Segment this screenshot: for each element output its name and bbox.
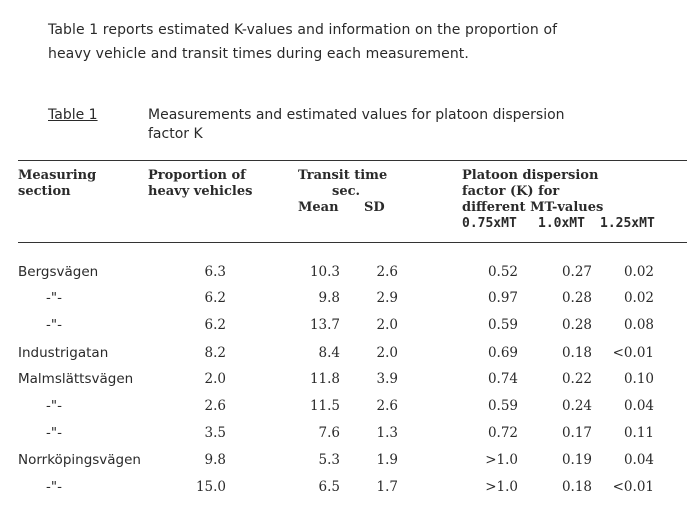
table-row (0, 288, 687, 308)
mean-cell: 7.6 (318, 425, 340, 441)
k-10-cell: 0.24 (561, 398, 592, 414)
sd-cell: 2.6 (376, 398, 398, 414)
section-cell: Malmslättsvägen (18, 371, 134, 387)
proportion-cell: 8.2 (204, 345, 226, 361)
table-header-rule (18, 242, 687, 243)
sd-cell: 1.9 (376, 452, 398, 468)
k-125-cell: <0.01 (612, 345, 654, 361)
mean-cell: 5.3 (318, 452, 340, 468)
proportion-cell: 9.8 (204, 452, 226, 468)
header-k-3: different MT-values (462, 200, 604, 215)
header-sd: SD (364, 200, 385, 215)
section-cell: -"- (46, 290, 62, 306)
k-125-cell: 0.10 (623, 371, 654, 387)
k-125-cell: 0.04 (623, 398, 654, 414)
sd-cell: 2.0 (376, 345, 398, 361)
header-transit-1: Transit time (298, 168, 388, 183)
header-k-1: Platoon dispersion (462, 168, 599, 183)
k-10-cell: 0.18 (561, 345, 592, 361)
k-10-cell: 0.17 (561, 425, 592, 441)
section-cell: Norrköpingsvägen (18, 452, 141, 468)
header-k-125: 1.25xMT (600, 216, 655, 231)
k-10-cell: 0.19 (561, 452, 592, 468)
caption-line-2: factor K (148, 126, 203, 142)
k-075-cell: 0.72 (487, 425, 518, 441)
sd-cell: 1.3 (376, 425, 398, 441)
table-row (0, 343, 687, 363)
k-10-cell: 0.28 (561, 290, 592, 306)
sd-cell: 3.9 (376, 371, 398, 387)
section-cell: Industrigatan (18, 345, 109, 361)
k-075-cell: 0.59 (487, 398, 518, 414)
k-075-cell: 0.52 (487, 264, 518, 280)
k-125-cell: 0.08 (623, 317, 654, 333)
table-row (0, 262, 687, 282)
section-cell: Bergsvägen (18, 264, 99, 280)
caption-line-1: Measurements and estimated values for platoon dispersion (148, 107, 565, 123)
section-cell: -"- (46, 317, 62, 333)
k-125-cell: 0.04 (623, 452, 654, 468)
sd-cell: 2.9 (376, 290, 398, 306)
header-transit-2: sec. (332, 184, 361, 199)
k-10-cell: 0.18 (561, 479, 592, 495)
mean-cell: 13.7 (309, 317, 340, 333)
proportion-cell: 3.5 (204, 425, 226, 441)
section-cell: -"- (46, 398, 62, 414)
header-prop-1: Proportion of (148, 168, 246, 183)
header-k-10: 1.0xMT (538, 216, 585, 231)
k-10-cell: 0.27 (561, 264, 592, 280)
proportion-cell: 6.2 (204, 317, 226, 333)
sd-cell: 1.7 (376, 479, 398, 495)
k-10-cell: 0.22 (561, 371, 592, 387)
header-k-075: 0.75xMT (462, 216, 517, 231)
proportion-cell: 15.0 (195, 479, 226, 495)
proportion-cell: 6.3 (204, 264, 226, 280)
sd-cell: 2.6 (376, 264, 398, 280)
k-075-cell: 0.97 (487, 290, 518, 306)
k-125-cell: <0.01 (612, 479, 654, 495)
mean-cell: 6.5 (318, 479, 340, 495)
section-cell: -"- (46, 479, 62, 495)
proportion-cell: 2.6 (204, 398, 226, 414)
k-125-cell: 0.11 (623, 425, 654, 441)
mean-cell: 9.8 (318, 290, 340, 306)
intro-paragraph (48, 18, 668, 66)
table-row (0, 423, 687, 443)
k-125-cell: 0.02 (623, 290, 654, 306)
table-top-rule (18, 160, 687, 161)
caption-text (148, 106, 648, 144)
header-k-2: factor (K) for (462, 184, 560, 199)
mean-cell: 11.5 (309, 398, 340, 414)
k-075-cell: 0.74 (487, 371, 518, 387)
mean-cell: 10.3 (309, 264, 340, 280)
table-label: Table 1 (48, 107, 98, 123)
header-mean: Mean (298, 200, 339, 215)
k-075-cell: 0.59 (487, 317, 518, 333)
mean-cell: 11.8 (309, 371, 340, 387)
intro-line-2: heavy vehicle and transit times during each measurement. (48, 46, 469, 62)
table-row (0, 477, 687, 497)
header-section-2: section (18, 184, 71, 199)
header-section-1: Measuring (18, 168, 97, 183)
proportion-cell: 6.2 (204, 290, 226, 306)
mean-cell: 8.4 (318, 345, 340, 361)
table-row (0, 396, 687, 416)
k-10-cell: 0.28 (561, 317, 592, 333)
k-125-cell: 0.02 (623, 264, 654, 280)
table-row (0, 369, 687, 389)
table-row (0, 450, 687, 470)
k-075-cell: 0.69 (487, 345, 518, 361)
section-cell: -"- (46, 425, 62, 441)
sd-cell: 2.0 (376, 317, 398, 333)
k-075-cell: >1.0 (485, 452, 518, 468)
header-prop-2: heavy vehicles (148, 184, 253, 199)
intro-line-1: Table 1 reports estimated K-values and information on the proportion of (48, 22, 558, 38)
k-075-cell: >1.0 (485, 479, 518, 495)
proportion-cell: 2.0 (204, 371, 226, 387)
table-row (0, 315, 687, 335)
